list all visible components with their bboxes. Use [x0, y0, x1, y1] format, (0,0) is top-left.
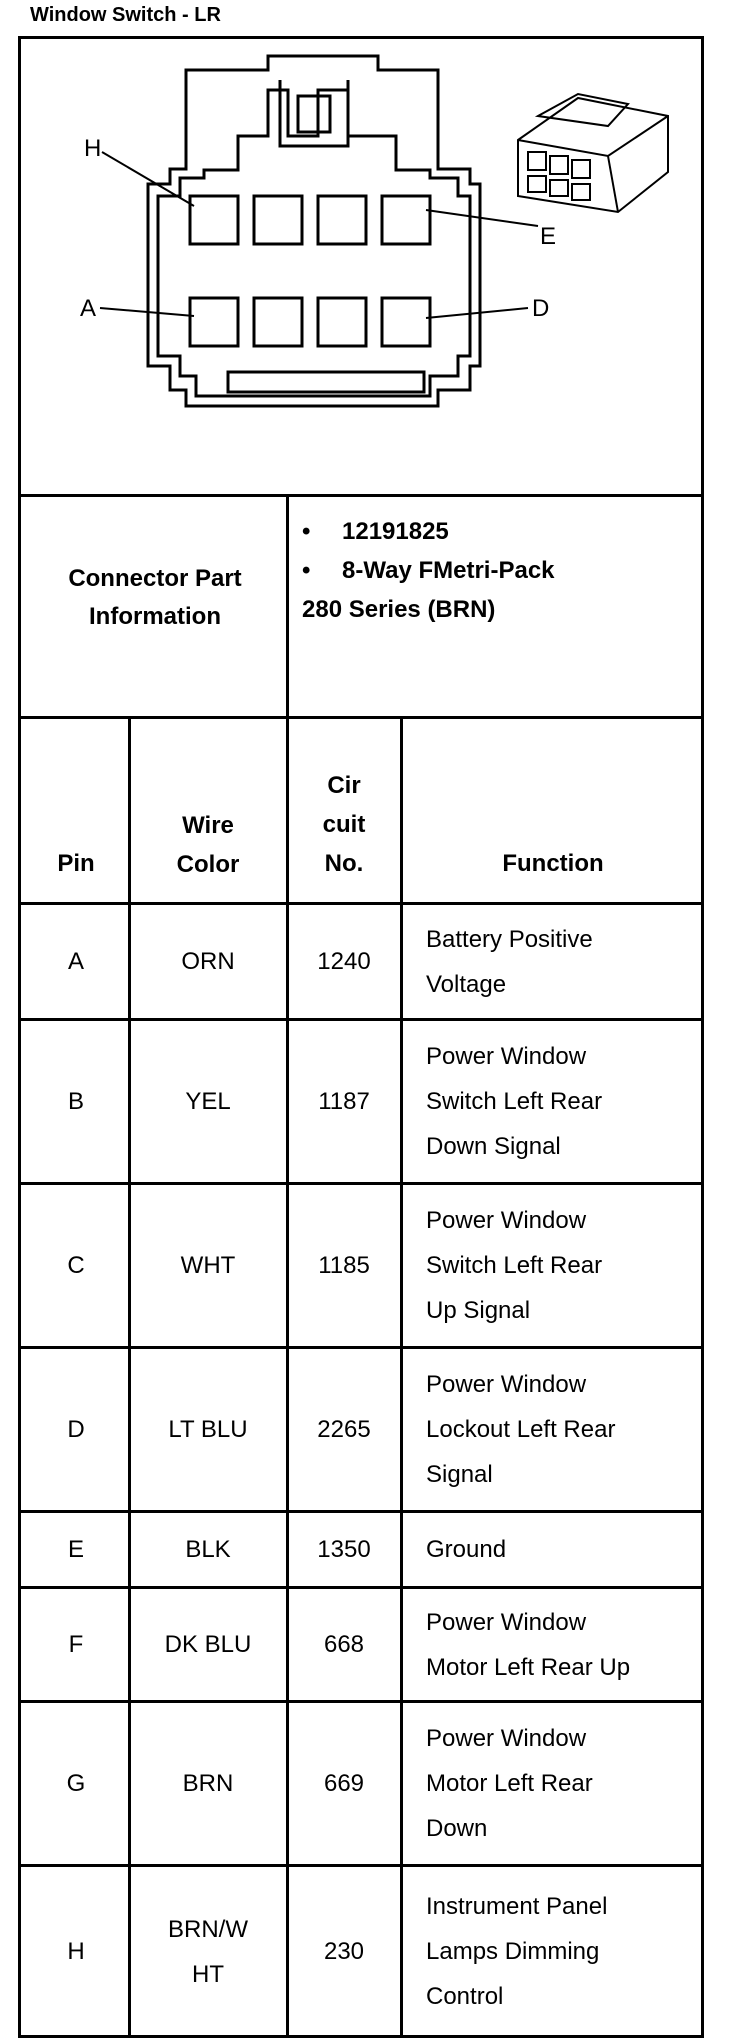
leader-line-e — [426, 210, 538, 226]
cell-function: Battery Positive Voltage — [426, 926, 593, 998]
cell-pin: C — [67, 1252, 85, 1279]
cell-circuit-no: 1187 — [318, 1088, 370, 1115]
cell-pin: E — [67, 1536, 84, 1563]
header-pin: Pin — [57, 850, 95, 877]
cavity-top-3 — [318, 196, 366, 244]
header-function: Function — [502, 850, 604, 877]
cell-wire-color: BRN/W HT — [168, 1916, 248, 1988]
cell-function: Power Window Lockout Left Rear Signal — [426, 1371, 616, 1488]
connector-part-info-label: Connector Part Information — [68, 565, 242, 630]
cell-wire-color: BLK — [185, 1536, 231, 1563]
cell-wire-color: DK BLU — [164, 1631, 252, 1658]
connector-part-series: 280 Series (BRN) — [302, 596, 496, 623]
cavity-bottom-2 — [254, 298, 302, 346]
connector-part-info-list — [302, 512, 692, 629]
header-circuit-no: Cir cuit No. — [322, 772, 366, 877]
connector-part-type: • 8-Way FMetri-Pack — [302, 557, 555, 584]
cell-circuit-no: 230 — [323, 1938, 365, 1965]
pin-label-e: E — [540, 223, 557, 250]
cell-function: Power Window Switch Left Rear Up Signal — [426, 1207, 603, 1324]
pin-label-d: D — [532, 295, 550, 322]
pin-label-a: A — [80, 295, 97, 322]
cell-wire-color: WHT — [180, 1252, 236, 1279]
cell-function: Power Window Switch Left Rear Down Signal — [426, 1043, 603, 1160]
cell-circuit-no: 1185 — [318, 1252, 370, 1279]
cell-pin: F — [68, 1631, 84, 1658]
cell-function: Power Window Motor Left Rear Up — [426, 1609, 631, 1681]
divider-col-circuit — [400, 716, 403, 2038]
cell-pin: D — [67, 1416, 85, 1443]
cell-circuit-no: 669 — [323, 1770, 365, 1797]
cavity-top-4 — [382, 196, 430, 244]
pin-label-h: H — [84, 135, 102, 162]
connector-diagram — [18, 36, 704, 496]
cell-wire-color: BRN — [182, 1770, 234, 1797]
cavity-bottom-4 — [382, 298, 430, 346]
cell-pin: B — [67, 1088, 84, 1115]
cell-function: Ground — [426, 1536, 507, 1563]
connector-bottom-key — [228, 372, 424, 392]
cell-function: Power Window Motor Left Rear Down — [426, 1725, 593, 1842]
cell-circuit-no: 1240 — [317, 948, 371, 975]
cell-circuit-no: 668 — [323, 1631, 365, 1658]
cell-pin: G — [66, 1770, 86, 1797]
cavity-bottom-1 — [190, 298, 238, 346]
divider-col-pin — [128, 716, 131, 2038]
cell-circuit-no: 2265 — [317, 1416, 371, 1443]
divider-header — [18, 902, 704, 905]
page-title: Window Switch - LR — [30, 4, 221, 26]
cavity-bottom-3 — [318, 298, 366, 346]
connector-part-number: • 12191825 — [302, 518, 449, 545]
cell-pin: A — [67, 948, 84, 975]
cell-wire-color: YEL — [185, 1088, 231, 1115]
cell-wire-color: ORN — [181, 948, 235, 975]
cavity-top-1 — [190, 196, 238, 244]
connector-3d-view — [518, 94, 668, 212]
leader-line-d — [426, 308, 528, 318]
divider-diagram — [18, 494, 704, 497]
divider-info — [18, 716, 704, 719]
cavity-top-2 — [254, 196, 302, 244]
cell-wire-color: LT BLU — [168, 1416, 248, 1443]
header-wire-color: Wire Color — [176, 812, 240, 878]
cell-circuit-no: 1350 — [317, 1536, 371, 1563]
cell-function: Instrument Panel Lamps Dimming Control — [426, 1893, 608, 2010]
cell-pin: H — [67, 1938, 85, 1965]
